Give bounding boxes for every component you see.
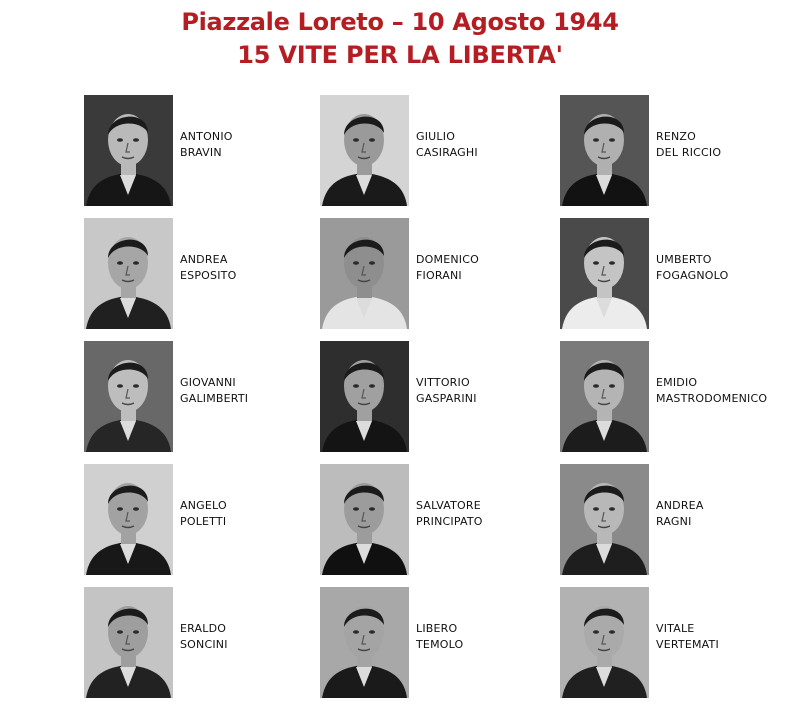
portrait-photo: [84, 95, 173, 206]
last-name: VERTEMATI: [656, 638, 719, 651]
page-title: Piazzale Loreto – 10 Agosto 1944: [181, 8, 619, 36]
portrait-name: [416, 375, 477, 407]
portrait-photo: [84, 464, 173, 575]
last-name: TEMOLO: [416, 638, 464, 651]
portrait-card: [320, 587, 560, 699]
portrait-photo: [84, 587, 173, 698]
portrait-photo: [560, 464, 649, 575]
first-name: LIBERO: [416, 622, 458, 635]
last-name: CASIRAGHI: [416, 146, 478, 159]
portrait-photo: [320, 464, 409, 575]
first-name: VITTORIO: [416, 376, 470, 389]
portrait-card: [84, 587, 324, 699]
portrait-name: [656, 375, 767, 407]
portrait-name: [180, 252, 236, 284]
portrait-photo: [320, 587, 409, 698]
portrait-card: [84, 95, 324, 207]
last-name: FIORANI: [416, 269, 462, 282]
portrait-photo: [560, 95, 649, 206]
first-name: UMBERTO: [656, 253, 712, 266]
portrait-name: [656, 129, 721, 161]
portrait-name: [180, 498, 227, 530]
last-name: DEL RICCIO: [656, 146, 722, 159]
portrait-name: [416, 252, 479, 284]
portrait-card: [560, 95, 800, 207]
portrait-card: [84, 464, 324, 576]
portrait-name: [416, 498, 483, 530]
first-name: GIOVANNI: [180, 376, 236, 389]
first-name: ERALDO: [180, 622, 227, 635]
first-name: EMIDIO: [656, 376, 698, 389]
portrait-card: [320, 95, 560, 207]
portrait-name: [656, 621, 719, 653]
first-name: GIULIO: [416, 130, 456, 143]
portrait-name: [416, 621, 463, 653]
portrait-card: [560, 464, 800, 576]
portrait-name: [416, 129, 478, 161]
portrait-photo: [560, 587, 649, 698]
last-name: GASPARINI: [416, 392, 477, 405]
portrait-card: [560, 341, 800, 453]
first-name: VITALE: [656, 622, 695, 635]
first-name: ANDREA: [656, 499, 704, 512]
portrait-card: [560, 587, 800, 699]
portrait-card: [84, 341, 324, 453]
portrait-photo: [84, 218, 173, 329]
portrait-name: [180, 621, 228, 653]
first-name: SALVATORE: [416, 499, 481, 512]
last-name: FOGAGNOLO: [656, 269, 729, 282]
portrait-name: [656, 498, 704, 530]
portrait-card: [320, 464, 560, 576]
first-name: ANTONIO: [180, 130, 233, 143]
portrait-photo: [320, 95, 409, 206]
first-name: ANDREA: [180, 253, 228, 266]
last-name: SONCINI: [180, 638, 228, 651]
portrait-card: [84, 218, 324, 330]
first-name: DOMENICO: [416, 253, 479, 266]
portrait-card: [560, 218, 800, 330]
last-name: PRINCIPATO: [416, 515, 483, 528]
first-name: RENZO: [656, 130, 697, 143]
first-name: ANGELO: [180, 499, 227, 512]
portrait-name: [656, 252, 728, 284]
portrait-photo: [320, 218, 409, 329]
portrait-photo: [560, 341, 649, 452]
last-name: POLETTI: [180, 515, 227, 528]
portrait-photo: [320, 341, 409, 452]
portrait-photo: [84, 341, 173, 452]
last-name: GALIMBERTI: [180, 392, 249, 405]
last-name: BRAVIN: [180, 146, 222, 159]
last-name: ESPOSITO: [180, 269, 237, 282]
portrait-card: [320, 341, 560, 453]
portrait-photo: [560, 218, 649, 329]
portrait-name: [180, 375, 248, 407]
portrait-name: [180, 129, 233, 161]
portrait-card: [320, 218, 560, 330]
page-subtitle: 15 VITE PER LA LIBERTA': [237, 41, 563, 69]
last-name: MASTRODOMENICO: [656, 392, 768, 405]
last-name: RAGNI: [656, 515, 692, 528]
